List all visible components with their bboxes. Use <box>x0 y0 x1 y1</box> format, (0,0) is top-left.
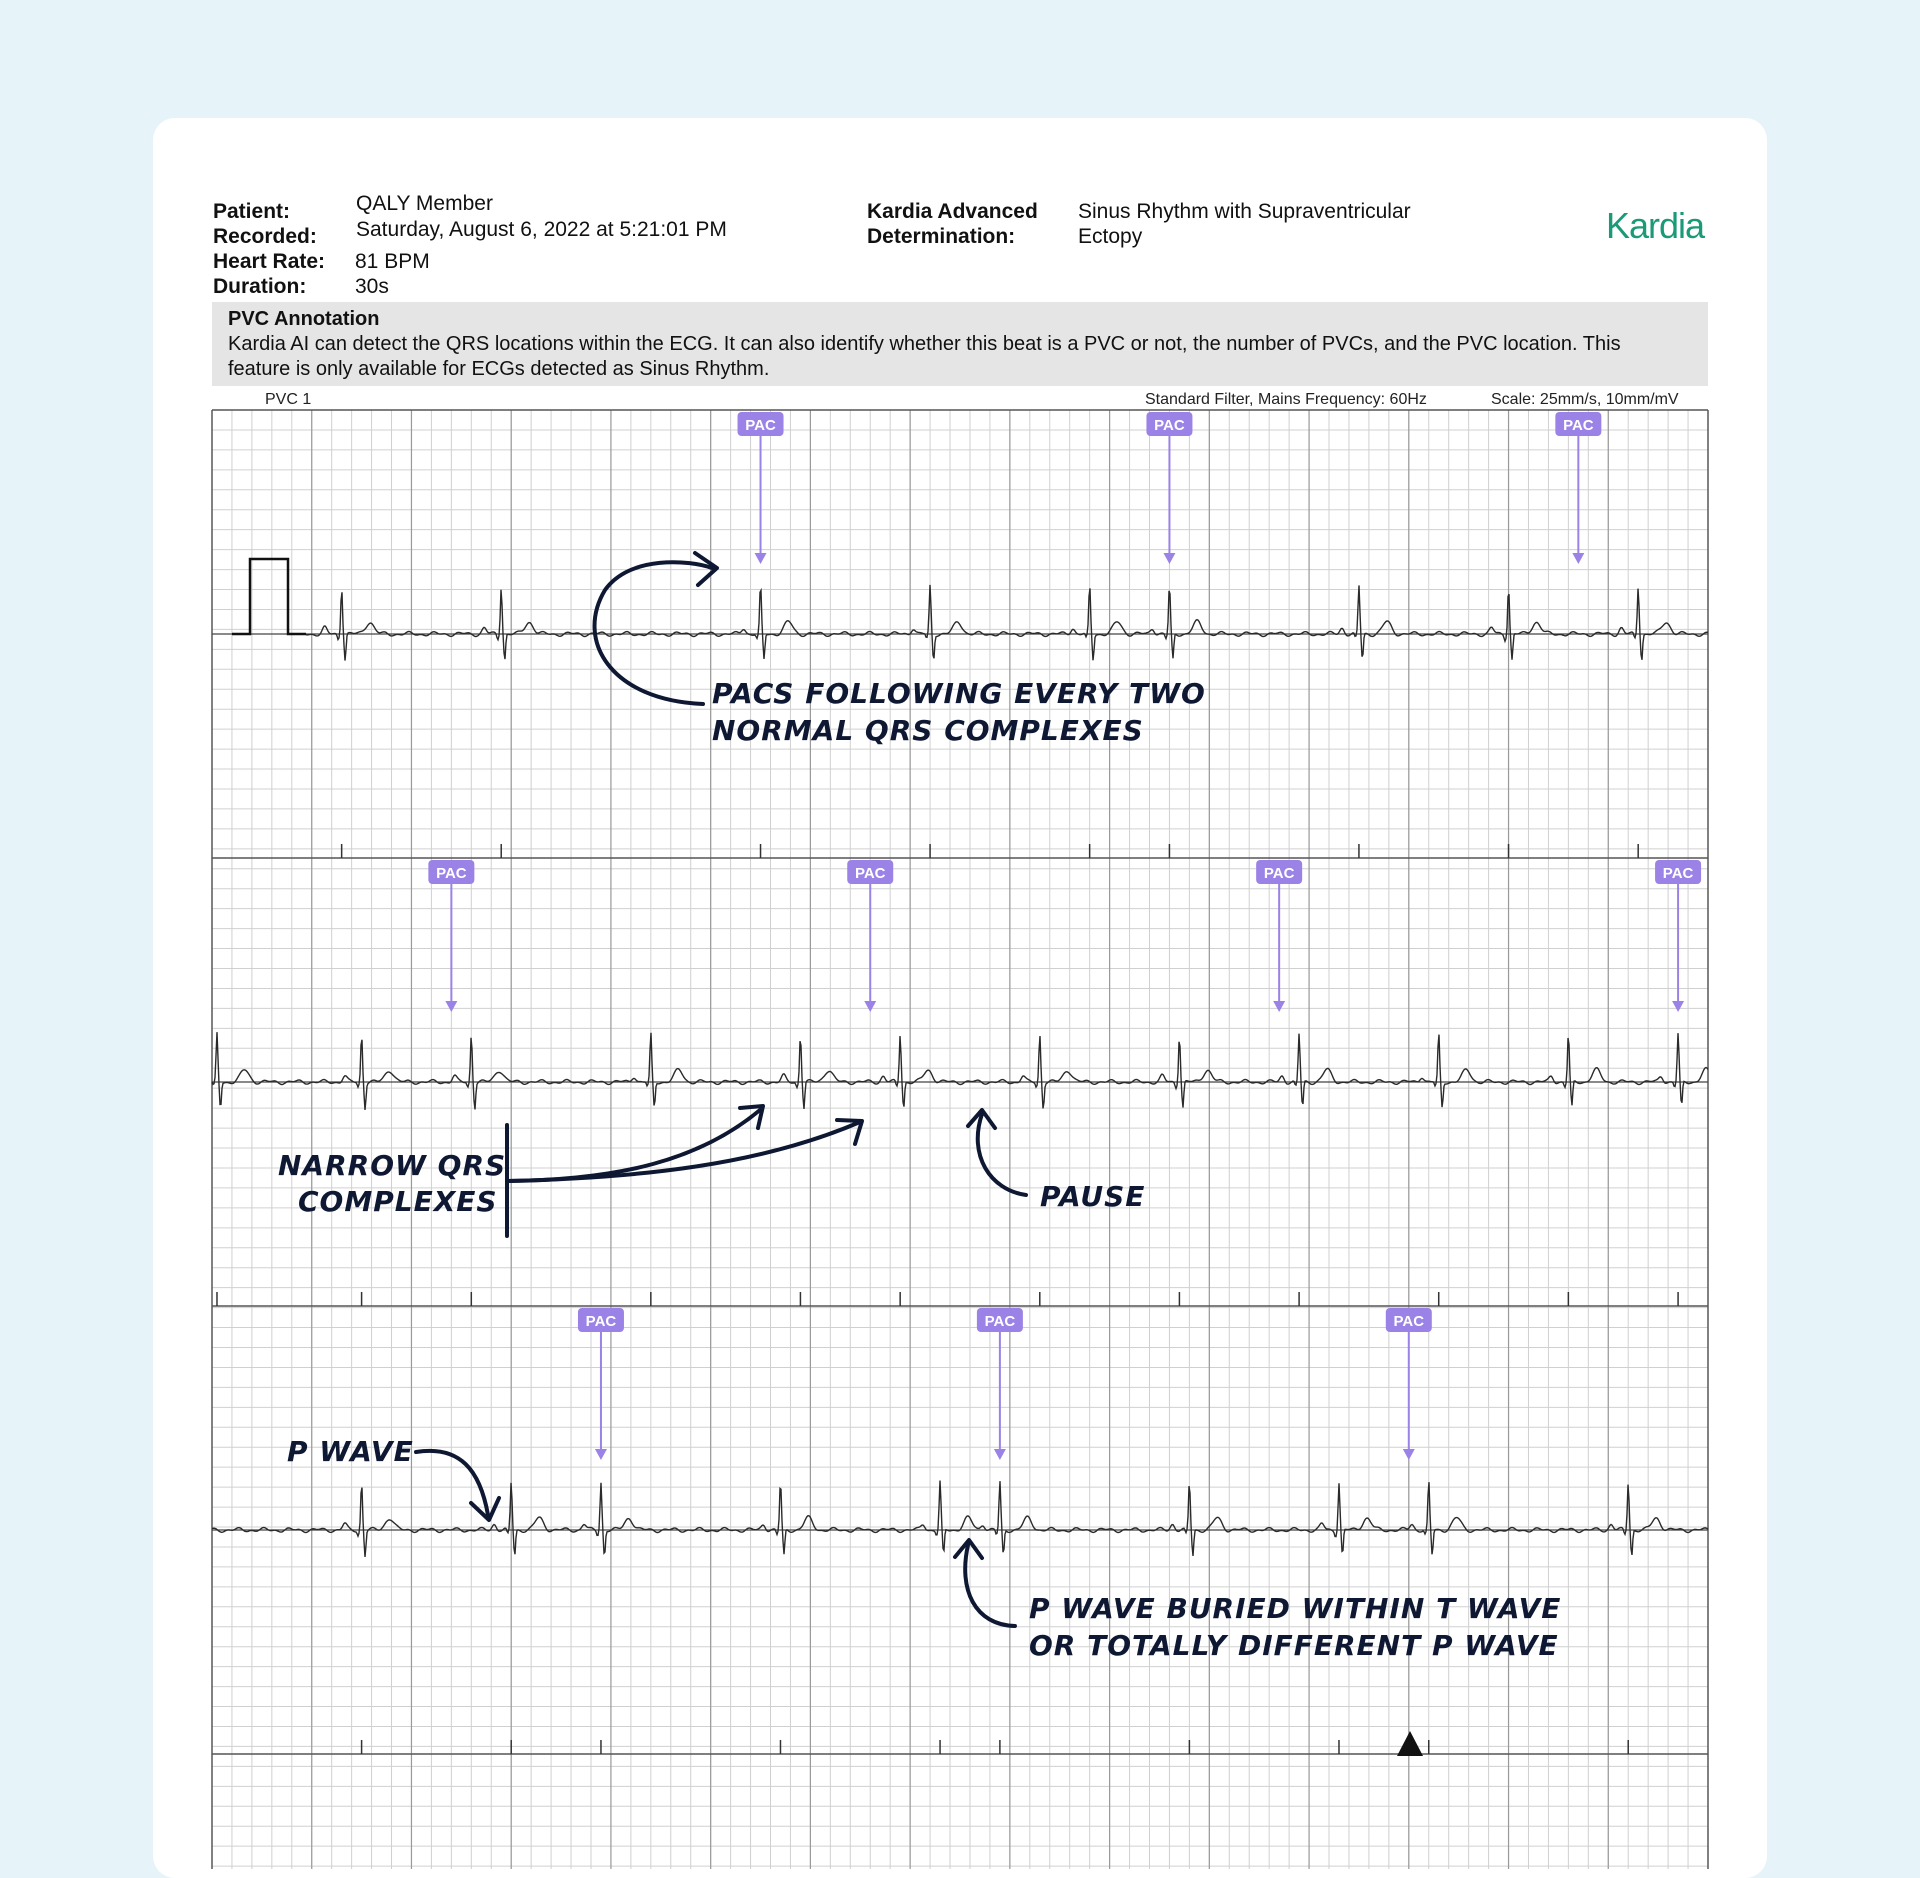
pac-marker <box>428 860 474 1012</box>
pac-arrow-head <box>755 553 767 564</box>
note-p-wave: P WAVE <box>287 1435 414 1468</box>
pac-marker <box>738 412 784 564</box>
pac-label: PAC <box>585 1313 617 1330</box>
recorded-label: Recorded: <box>213 225 317 248</box>
pac-marker <box>578 1308 624 1460</box>
determination-value-line1: Sinus Rhythm with Supraventricular <box>1078 200 1411 223</box>
patient-label: Patient: <box>213 200 291 223</box>
pvc-annotation-title: PVC Annotation <box>228 308 380 330</box>
patient-value: QALY Member <box>356 192 493 215</box>
pac-arrow-head <box>595 1449 607 1460</box>
duration-value: 30s <box>355 275 389 298</box>
pac-arrow-head <box>1273 1001 1285 1012</box>
determination-label-line1: Kardia Advanced <box>867 200 1038 223</box>
pac-marker <box>977 1308 1023 1460</box>
pac-arrow-head <box>1572 553 1584 564</box>
pac-label: PAC <box>854 865 886 882</box>
pac-label: PAC <box>1393 1313 1425 1330</box>
note-buried-line1: P WAVE BURIED WITHIN T WAVE <box>1029 1592 1562 1625</box>
event-marker-icon <box>1397 1731 1423 1756</box>
pac-arrow-head <box>1672 1001 1684 1012</box>
pac-arrow-head <box>864 1001 876 1012</box>
pac-arrow-head <box>1403 1449 1415 1460</box>
ecg-trace-row-3 <box>212 1481 1708 1557</box>
pac-marker <box>1555 412 1601 564</box>
pac-marker <box>1256 860 1302 1012</box>
pac-arrow-head <box>445 1001 457 1012</box>
pac-arrow-head <box>994 1449 1006 1460</box>
pac-label: PAC <box>1154 417 1185 434</box>
note-pause: PAUSE <box>1040 1180 1146 1213</box>
filter-label: Standard Filter, Mains Frequency: 60Hz <box>1145 391 1427 408</box>
note-pacs-line2: NORMAL QRS COMPLEXES <box>712 714 1144 747</box>
annotation-pacs <box>595 553 1206 747</box>
note-buried-line2: OR TOTALLY DIFFERENT P WAVE <box>1029 1629 1559 1662</box>
ecg-trace-row-2 <box>212 1032 1708 1110</box>
lead-label: PVC 1 <box>265 391 312 408</box>
pac-marker <box>1146 412 1192 564</box>
pac-label: PAC <box>1263 865 1295 882</box>
heart-rate-value: 81 BPM <box>355 250 430 273</box>
pac-arrow-head <box>1163 553 1175 564</box>
kardia-logo: Kardia <box>1606 205 1705 246</box>
pac-marker <box>1386 1308 1432 1460</box>
note-narrow-line1: NARROW QRS <box>278 1149 507 1182</box>
pac-label: PAC <box>984 1313 1016 1330</box>
determination-value-line2: Ectopy <box>1078 225 1143 248</box>
determination-label-line2: Determination: <box>867 225 1016 248</box>
recorded-value: Saturday, August 6, 2022 at 5:21:01 PM <box>356 218 727 241</box>
note-pacs-line1: PACS FOLLOWING EVERY TWO <box>712 677 1206 710</box>
pac-label: PAC <box>436 865 467 882</box>
annotation-narrow-qrs <box>278 1106 862 1236</box>
pac-label: PAC <box>745 417 776 434</box>
heart-rate-label: Heart Rate: <box>213 250 326 273</box>
scale-label: Scale: 25mm/s, 10mm/mV <box>1491 391 1679 408</box>
annotation-pause <box>968 1110 1145 1213</box>
pac-label: PAC <box>1563 417 1594 434</box>
note-narrow-line2: COMPLEXES <box>298 1185 498 1218</box>
pac-marker <box>847 860 893 1012</box>
pac-label: PAC <box>1662 865 1694 882</box>
calibration-pulse <box>232 559 306 634</box>
annotation-buried-p <box>955 1540 1561 1662</box>
pac-marker <box>1655 860 1701 1012</box>
duration-label: Duration: <box>213 275 307 298</box>
pvc-annotation-text: Kardia AI can detect the QRS locations within the ECG. It can also identify whether this beat is a PVC or not, the number of PVCs, and the PVC location. This feature is only available for ECGs detected as Sinus Rhythm. <box>228 333 1621 380</box>
